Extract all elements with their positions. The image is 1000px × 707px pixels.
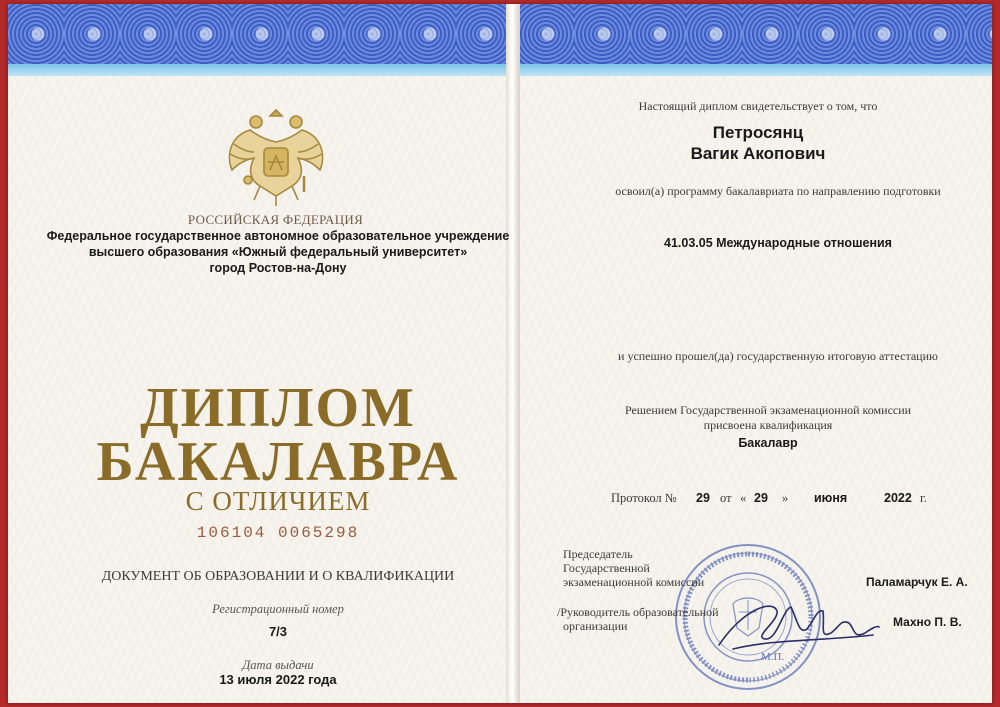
signature-icon (713, 589, 883, 659)
registration-number: 7/3 (268, 624, 288, 639)
double-headed-eagle-emblem-icon (220, 100, 332, 210)
institution-line: высшего образования «Южный федеральный университет» (88, 245, 468, 259)
head-name: Махно П. В. (893, 615, 962, 629)
program-text: освоил(а) программу бакалавриата по направлению подготовки (615, 184, 941, 198)
protocol-day: 29 (754, 491, 768, 505)
decision-text-line1: Решением Государственной экзаменационной комиссии (624, 403, 912, 417)
graduate-first-names: Вагик Акопович (690, 144, 826, 163)
graduate-last-name: Петросянц (712, 123, 804, 142)
issue-date-label: Дата выдачи (242, 658, 314, 672)
book-spine (506, 4, 520, 703)
head-role (557, 605, 719, 633)
chairman-role-line: Государственной (563, 561, 650, 575)
document-type: ДОКУМЕНТ ОБ ОБРАЗОВАНИИ И О КВАЛИФИКАЦИИ (101, 569, 455, 584)
country-name: РОССИЙСКАЯ ФЕДЕРАЦИЯ (187, 212, 364, 227)
specialty: 41.03.05 Международные отношения (664, 236, 892, 250)
protocol-month: июня (814, 491, 848, 505)
serial-number: 106104 0065298 (196, 524, 360, 542)
chairman-role (563, 547, 704, 589)
institution-line: город Ростов-на-Дону (209, 261, 347, 275)
chairman-name: Паламарчук Е. А. (866, 575, 968, 589)
institution-name (28, 228, 528, 276)
issue-date: 13 июля 2022 года (219, 672, 337, 687)
seal-mp-label: М.П. (761, 651, 785, 663)
chairman-role-line: экзаменационной комиссии (563, 575, 705, 589)
head-role-line: организации (563, 619, 628, 633)
institution-line: Федеральное государственное автономное образовательное учреждение (46, 229, 510, 243)
registration-label: Регистрационный номер (212, 602, 344, 616)
security-band (8, 4, 508, 76)
chairman-role-line: Председатель (563, 547, 633, 561)
protocol-from-label: от (720, 491, 732, 505)
security-band (518, 4, 992, 76)
protocol-year-suffix: г. (920, 491, 927, 505)
honors-label: С ОТЛИЧИЕМ (185, 486, 371, 516)
protocol-label: Протокол № (611, 491, 677, 505)
qualification: Бакалавр (738, 436, 798, 450)
protocol-year: 2022 (884, 491, 912, 505)
decision-text-line2: присвоена квалификация (703, 418, 833, 432)
intro-text: Настоящий диплом свидетельствует о том, что (638, 99, 878, 113)
protocol-open-quote: « (740, 491, 747, 505)
attestation-text: и успешно прошел(да) государственную итоговую аттестацию (618, 349, 938, 363)
head-role-text: Руководитель образовательной (560, 605, 719, 619)
protocol-number: 29 (696, 491, 710, 505)
diploma-spread (8, 4, 992, 703)
diploma-title-line1: ДИПЛОМ (140, 377, 416, 439)
diploma-title-line2: БАКАЛАВРА (96, 431, 460, 493)
head-role-line: /Руководитель образовательной (557, 605, 719, 619)
protocol-close-quote: » (782, 491, 789, 505)
